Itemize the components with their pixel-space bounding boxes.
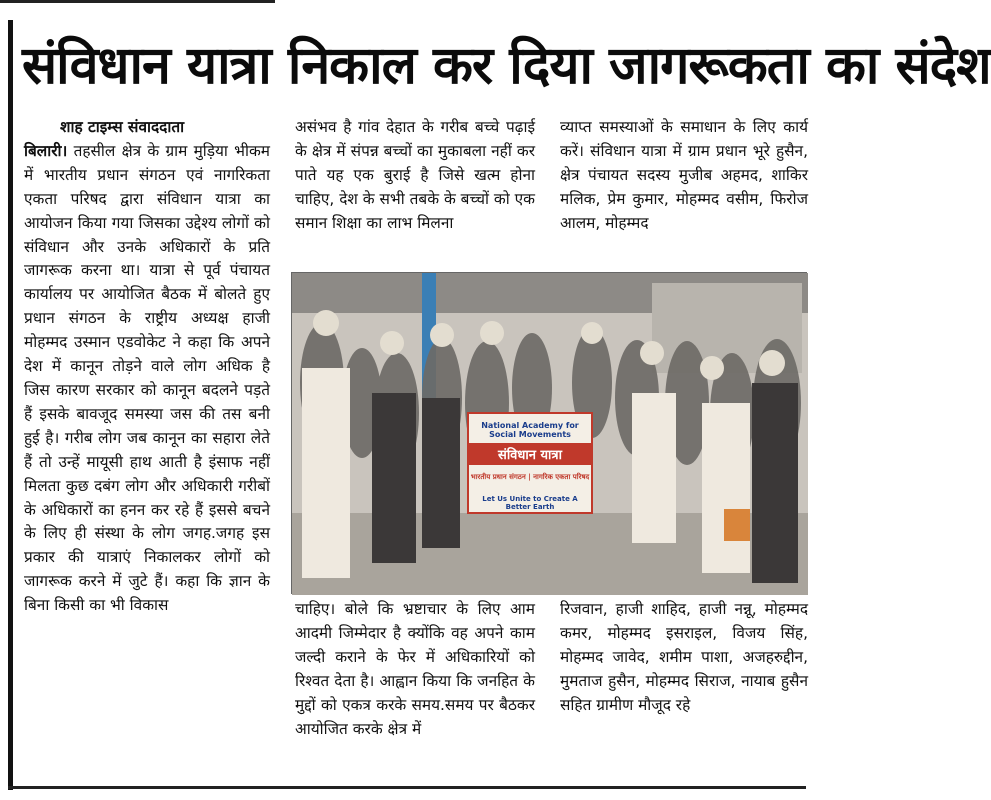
- article-column-2-continued: [295, 598, 535, 782]
- article-paragraph-1: [24, 140, 270, 618]
- top-rule: [0, 0, 275, 3]
- article-column-3: [560, 116, 808, 266]
- banner-line-4: Let Us Unite to Create A Better Earth: [482, 495, 578, 511]
- article-column-1: [24, 116, 270, 782]
- banner-line-3: भारतीय प्रधान संगठन | नागरिक एकता परिषद: [470, 473, 590, 481]
- column-3b-text: रिजवान, हाजी शाहिद, हाजी नन्नू, मोहम्मद कमर, मोहम्मद इसराइल, विजय सिंह, मोहम्मद जावेद, शमीम पाशा, अजहरुद्दीन, मुमताज हुसैन, मोहम्मद सिराज, नायाब हुसैन सहित ग्रामीण मौजूद रहे: [560, 600, 808, 714]
- article-column-3-continued: [560, 598, 808, 782]
- news-photo: [291, 272, 807, 594]
- headline: संविधान यात्रा निकाल कर दिया जागरूकता का संदेश: [22, 36, 991, 96]
- banner-line-1: National Academy for Social Movements: [481, 421, 579, 439]
- column-2-text: असंभव है गांव देहात के गरीब बच्चे पढ़ाई के क्षेत्र में संपन्न बच्चों का मुकाबला नहीं कर पाते यह एक बुराई है जिसे खत्म होना चाहिए, देश के सभी तबके के बच्चों को एक समान शिक्षा का लाभ मिलना: [295, 118, 535, 232]
- column-1-text: तहसील क्षेत्र के ग्राम मुड़िया भीकम में भारतीय प्रधान संगठन एवं नागरिकता एकता परिषद द्वारा संविधान यात्रा का आयोजन किया गया जिसका उद्देश्य लोगों को संविधान और उनके अधिकारों के प्रति जागरूक करना था। यात्रा से पूर्व पंचायत कार्यालय पर आयोजित बैठक में बोलते हुए प्रधान संगठन के राष्ट्रीय अध्यक्ष हाजी मोहम्मद उस्मान एडवोकेट ने कहा कि अपने देश में कानून तोड़ने वाले लोग अधिक है जिस कारण सरकार को कानून बदलने पड़ते हैं इसके बावजूद समस्या जस की तस बनी हुई है। गरीब लोग जब कानून का सहारा लेते हैं तो उन्हें मायूसी हाथ आती है इंसाफ नहीं मिलता कुछ दबंग लोग और अधिकारी गरीबों के अधिकारों का हनन कर रहे हैं इससे बचने के लिए ही संस्था के लोग जगह.जगह इस प्रकार की यात्राएं निकालकर लोगों को जागरूक करने में जुटे हैं। कहा कि ज्ञान के बिना किसी का भी विकास: [24, 141, 270, 615]
- column-3-text: व्याप्त समस्याओं के समाधान के लिए कार्य करें। संविधान यात्रा में ग्राम प्रधान भूरे हुसैन, क्षेत्र पंचायत सदस्य मुजीब अहमद, शाकिर मलिक, प्रेम कुमार, मोहम्मद वसीम, फिरोज आलम, मोहम्मद: [560, 118, 808, 232]
- byline: शाह टाइम्स संवाददाता: [60, 118, 185, 136]
- bottom-rule: [8, 786, 806, 789]
- article-column-2: [295, 116, 535, 266]
- column-2b-text: चाहिए। बोले कि भ्रष्टाचार के लिए आम आदमी जिम्मेदार है क्योंकि वह अपने काम जल्दी कराने के फेर में अधिकारियों को रिश्वत देता है। आह्वान किया कि जनहित के मुद्दों को एकत्र करके समय.समय पर बैठकर आयोजित करके क्षेत्र में: [295, 600, 535, 738]
- left-column-rule: [8, 20, 13, 790]
- banner-line-2: संविधान यात्रा: [498, 448, 562, 463]
- dateline: बिलारी।: [24, 141, 68, 160]
